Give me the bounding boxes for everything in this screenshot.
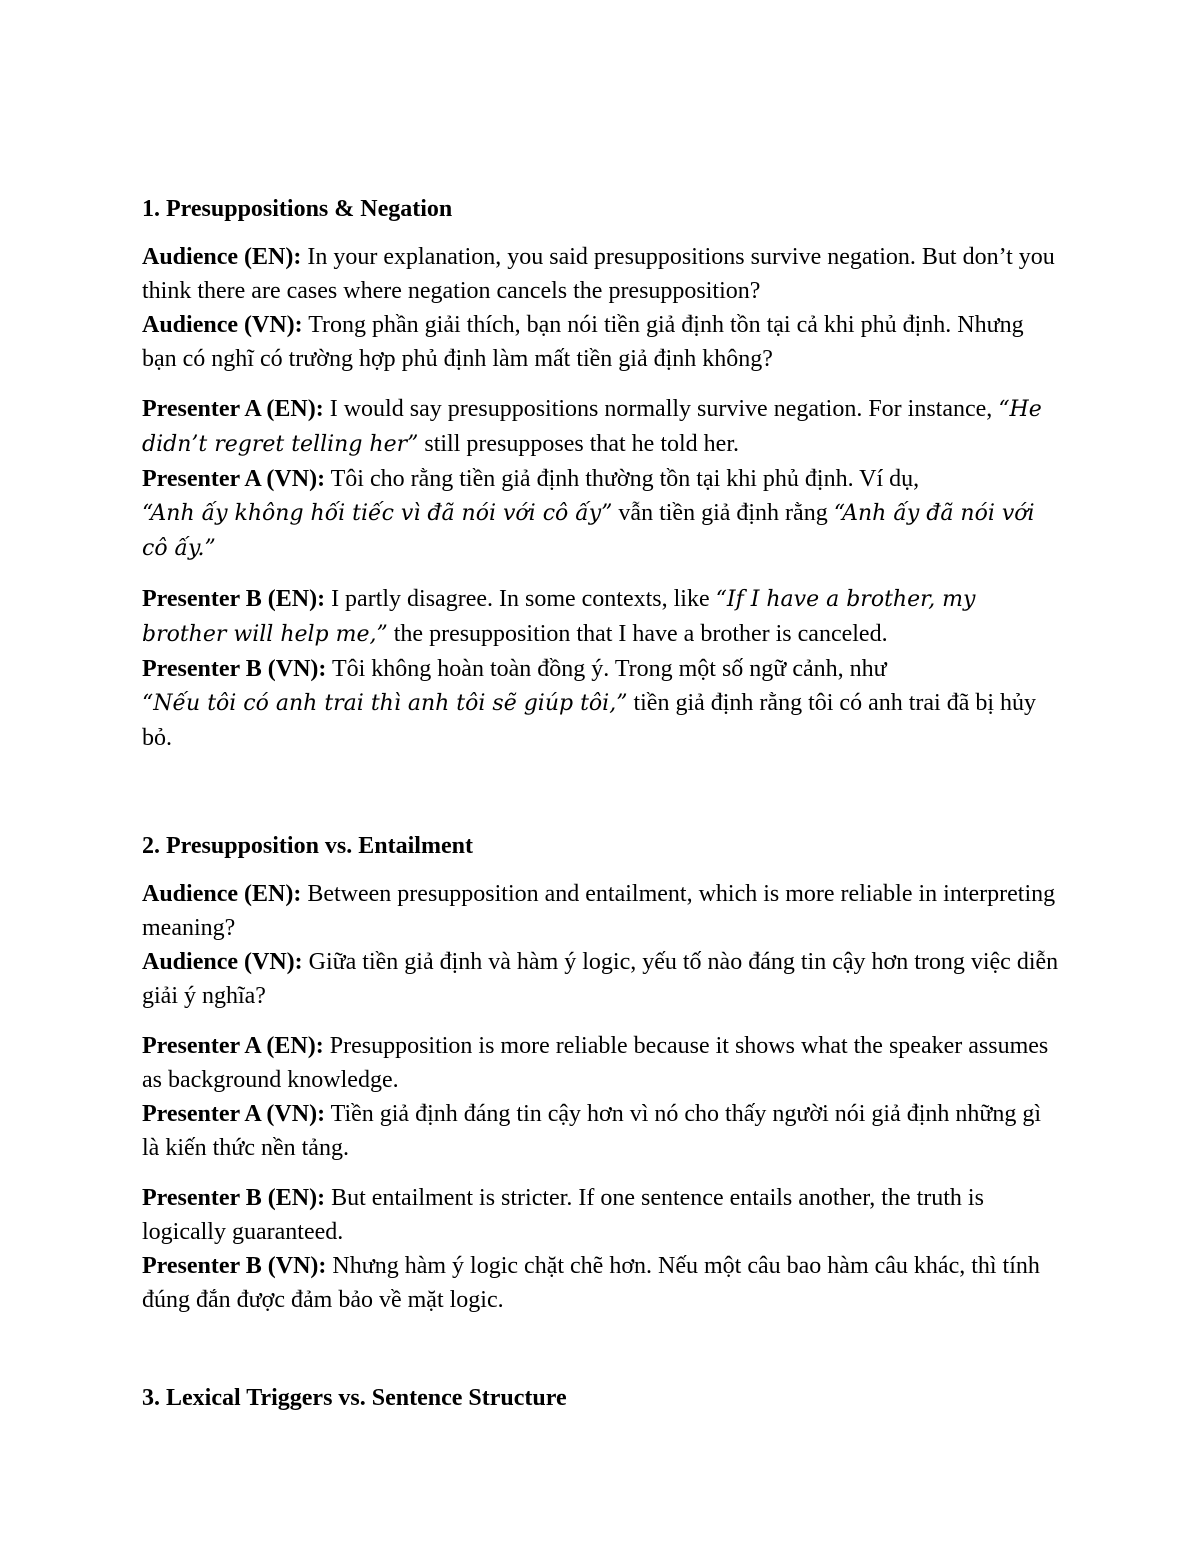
dialogue-text: Tôi không hoàn toàn đồng ý. Trong một số ngữ cảnh, như [326,656,887,682]
dialogue-text: In your explanation, you said presuppositions survive negation. But don’t you think there are cases where negation cancels the presupposition? [142,244,1055,304]
dialogue-text: still presupposes that he told her. [418,431,739,457]
speaker-label: Presenter A (EN): [142,1033,324,1059]
speaker-label: Audience (VN): [142,312,303,338]
dialogue-text: tiền giả định rằng tôi có anh trai đã bị hủy bỏ. [142,690,1037,751]
document-page [142,192,1062,1429]
exchange [142,1029,1062,1165]
speaker-label: Audience (EN): [142,244,302,270]
presenter-a-vn-line [142,1097,1062,1165]
dialogue-text: Presupposition is more reliable because it shows what the speaker assumes as background knowledge. [142,1033,1049,1093]
speaker-label: Audience (VN): [142,949,303,975]
presenter-b-vn-line [142,1249,1062,1317]
presenter-a-en-line [142,392,1062,462]
dialogue-text: vẫn tiền giả định rằng [612,500,834,526]
dialogue-text: I partly disagree. In some contexts, like [325,586,716,612]
section-title: 1. Presuppositions & Negation [142,196,453,222]
exchange [142,240,1062,376]
dialogue-text: But entailment is stricter. If one sentence entails another, the truth is logically guaranteed. [142,1185,984,1245]
audience-vn-line [142,945,1062,1013]
example-quote: “He didn’t regret telling her” [142,397,1042,457]
dialogue-text: the presupposition that I have a brother is canceled. [387,621,888,647]
presenter-b-en-line [142,582,1062,652]
section-title: 3. Lexical Triggers vs. Sentence Structure [142,1385,567,1411]
presenter-a-en-line [142,1029,1062,1097]
speaker-label: Presenter B (EN): [142,1185,326,1211]
speaker-label: Presenter B (VN): [142,1253,327,1279]
speaker-label: Presenter A (VN): [142,1101,326,1127]
exchange [142,877,1062,1013]
audience-en-line [142,240,1062,308]
exchange [142,392,1062,566]
dialogue-text: Giữa tiền giả định và hàm ý logic, yếu tố nào đáng tin cậy hơn trong việc diễn giải ý nghĩa? [142,949,1059,1009]
section-spacer [142,771,1062,829]
example-quote: “Nếu tôi có anh trai thì anh tôi sẽ giúp tôi,” [142,691,628,716]
example-quote: “Anh ấy không hối tiếc vì đã nói với cô ấy” [142,501,613,526]
example-quote: “Anh ấy đã nói với cô ấy.” [142,501,1035,561]
dialogue-text: Between presupposition and entailment, which is more reliable in interpreting meaning? [142,881,1056,941]
presenter-b-vn-line [142,652,1062,755]
dialogue-text: Tiền giả định đáng tin cậy hơn vì nó cho thấy người nói giả định những gì là kiến thức nền tảng. [142,1101,1042,1161]
audience-en-line [142,877,1062,945]
exchange [142,1181,1062,1317]
dialogue-text: I would say presuppositions normally survive negation. For instance, [323,396,999,422]
dialogue-text: Nhưng hàm ý logic chặt chẽ hơn. Nếu một câu bao hàm câu khác, thì tính đúng đắn được đảm bảo về mặt logic. [142,1253,1040,1313]
audience-vn-line [142,308,1062,376]
dialogue-text: Tôi cho rằng tiền giả định thường tồn tại khi phủ định. Ví dụ, [325,466,920,492]
example-quote: “If I have a brother, my brother will help me,” [142,587,976,647]
speaker-label: Presenter B (VN): [142,656,327,682]
speaker-label: Audience (EN): [142,881,302,907]
speaker-label: Presenter B (EN): [142,586,326,612]
exchange [142,582,1062,755]
section-title: 2. Presupposition vs. Entailment [142,833,473,859]
section-spacer [142,1333,1062,1381]
presenter-a-vn-line [142,462,1062,566]
speaker-label: Presenter A (EN): [142,396,324,422]
speaker-label: Presenter A (VN): [142,466,326,492]
presenter-b-en-line [142,1181,1062,1249]
dialogue-text: Trong phần giải thích, bạn nói tiền giả định tồn tại cả khi phủ định. Nhưng bạn có nghĩ có trường hợp phủ định làm mất tiền giả định không? [142,312,1024,372]
